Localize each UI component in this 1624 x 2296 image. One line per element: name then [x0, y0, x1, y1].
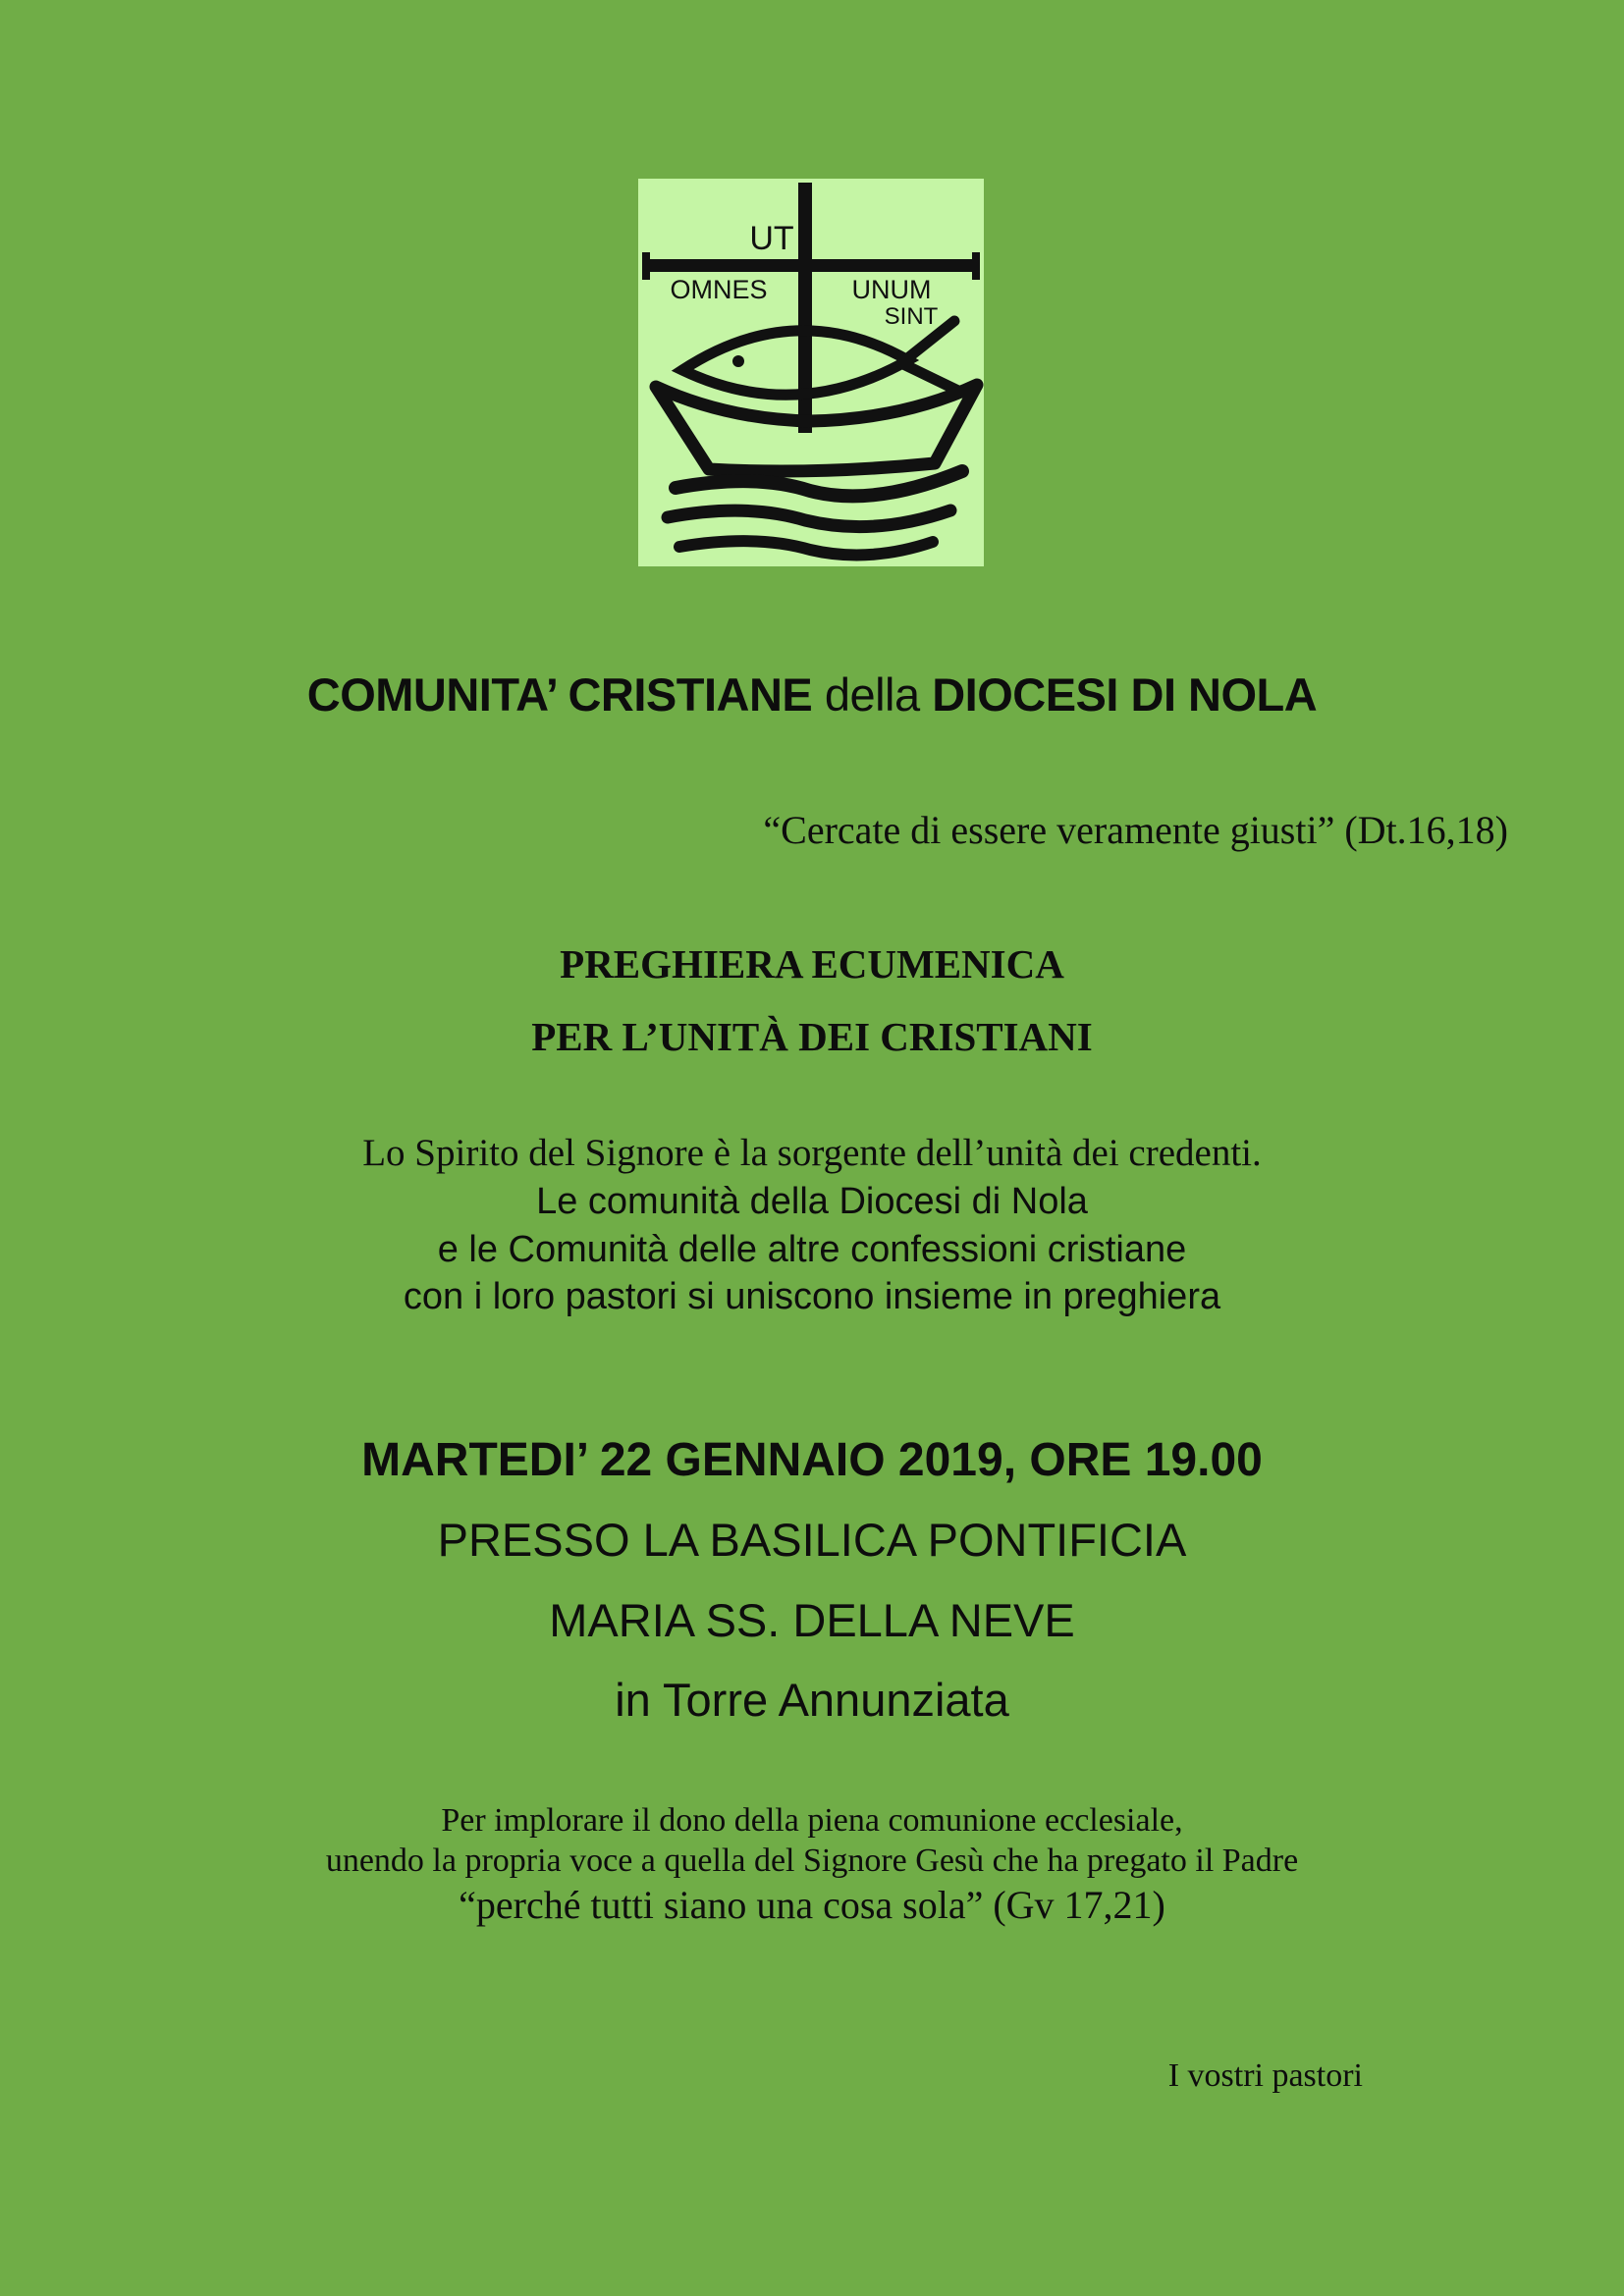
purpose-line-1: Per implorare il dono della piena comunione ecclesiale,: [441, 1802, 1183, 1839]
purpose-line-3: “perché tutti siano una cosa sola” (Gv 17,21): [459, 1883, 1165, 1927]
intro-line-3: e le Comunità delle altre confessioni cristiane: [437, 1229, 1187, 1270]
event-place-2: MARIA SS. DELLA NEVE: [549, 1594, 1075, 1646]
event-place-1: PRESSO LA BASILICA PONTIFICIA: [437, 1514, 1187, 1566]
motto-sint: SINT: [884, 303, 939, 330]
motto-ut: UT: [749, 220, 794, 257]
boat-cross-fish-icon: [638, 179, 984, 566]
title-connector: della: [824, 668, 920, 721]
title-diocese: DIOCESI DI NOLA: [932, 668, 1318, 721]
page-title: [0, 667, 1624, 721]
intro-line-1: Lo Spirito del Signore è la sorgente dell’unità dei credenti.: [362, 1132, 1262, 1174]
motto-omnes: OMNES: [670, 275, 768, 304]
motto-unum: UNUM: [851, 275, 932, 304]
intro-line-2: Le comunità della Diocesi di Nola: [536, 1181, 1088, 1222]
event-place-3: in Torre Annunziata: [615, 1674, 1009, 1726]
scripture-quote: “Cercate di essere veramente giusti” (Dt.16,18): [763, 808, 1508, 852]
heading-line-2: PER L’UNITÀ DEI CRISTIANI: [531, 1014, 1093, 1059]
event-date: MARTEDI’ 22 GENNAIO 2019, ORE 19.00: [361, 1434, 1263, 1486]
ecumenical-logo: [638, 179, 984, 566]
signature: I vostri pastori: [1167, 2057, 1363, 2094]
heading-line-1: PREGHIERA ECUMENICA: [560, 941, 1064, 987]
intro-line-4: con i loro pastori si uniscono insieme in preghiera: [403, 1276, 1221, 1317]
title-communities: COMUNITA’ CRISTIANE: [306, 668, 813, 721]
purpose-line-2: unendo la propria voce a quella del Signore Gesù che ha pregato il Padre: [325, 1842, 1299, 1879]
